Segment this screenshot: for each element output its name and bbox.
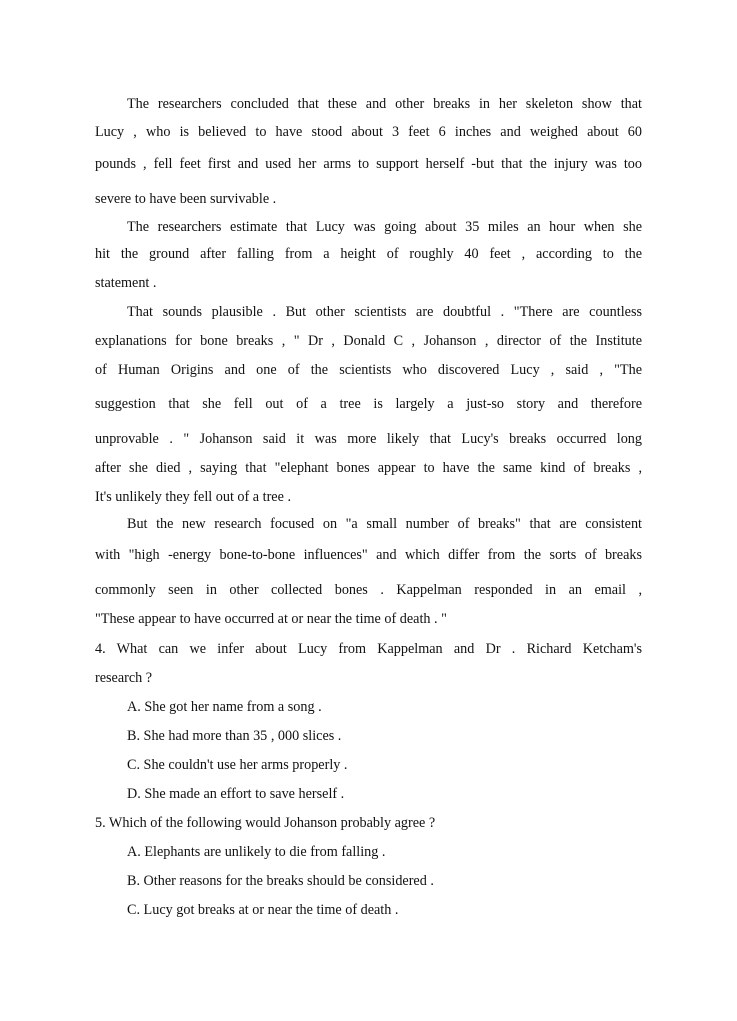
question-stem: 5. Which of the following would Johanson probably agree ?: [95, 815, 436, 831]
paragraph-line: explanations for bone breaks , " Dr , Donald C , Johanson , director of the Institute: [95, 333, 642, 349]
paragraph-line: unprovable . " Johanson said it was more likely that Lucy's breaks occurred long: [95, 431, 642, 447]
paragraph-line: The researchers concluded that these and other breaks in her skeleton show that: [127, 96, 642, 112]
paragraph-line: Lucy , who is believed to have stood about 3 feet 6 inches and weighed about 60: [95, 124, 642, 140]
paragraph-line: It's unlikely they fell out of a tree .: [95, 489, 291, 505]
option-c: C. Lucy got breaks at or near the time of death .: [127, 902, 399, 918]
paragraph-line: The researchers estimate that Lucy was going about 35 miles an hour when she: [127, 219, 642, 235]
option-a: A. She got her name from a song .: [127, 699, 322, 715]
paragraph-line: But the new research focused on "a small number of breaks" that are consistent: [127, 516, 642, 532]
paragraph-line: severe to have been survivable .: [95, 191, 277, 207]
option-d: D. She made an effort to save herself .: [127, 786, 345, 802]
option-b: B. Other reasons for the breaks should be considered .: [127, 873, 434, 889]
paragraph-line: commonly seen in other collected bones . Kappelman responded in an email ,: [95, 582, 642, 598]
paragraph-line: after she died , saying that "elephant bones appear to have the same kind of breaks ,: [95, 460, 642, 476]
question-stem: research ?: [95, 670, 153, 686]
paragraph-line: of Human Origins and one of the scientists who discovered Lucy , said , "The: [95, 362, 642, 378]
paragraph-line: That sounds plausible . But other scientists are doubtful . "There are countless: [127, 304, 642, 320]
paragraph-line: pounds , fell feet first and used her arms to support herself -but that the injury was too: [95, 156, 642, 172]
paragraph-line: "These appear to have occurred at or near the time of death . ": [95, 611, 447, 627]
paragraph-line: hit the ground after falling from a height of roughly 40 feet , according to the: [95, 246, 642, 262]
paragraph-line: with "high -energy bone-to-bone influences" and which differ from the sorts of breaks: [95, 547, 642, 563]
option-b: B. She had more than 35 , 000 slices .: [127, 728, 342, 744]
option-a: A. Elephants are unlikely to die from falling .: [127, 844, 386, 860]
question-stem: 4. What can we infer about Lucy from Kappelman and Dr . Richard Ketcham's: [95, 641, 642, 657]
paragraph-line: suggestion that she fell out of a tree is largely a just-so story and therefore: [95, 396, 642, 412]
paragraph-line: statement .: [95, 275, 157, 291]
option-c: C. She couldn't use her arms properly .: [127, 757, 348, 773]
